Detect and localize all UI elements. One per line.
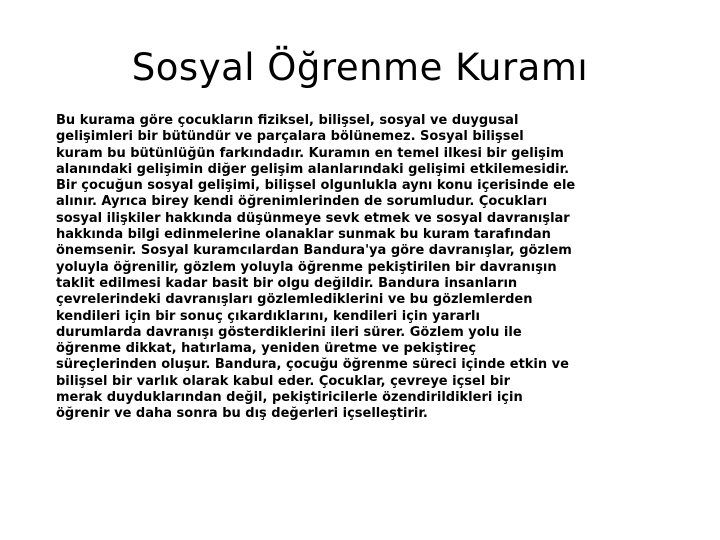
- body-line: alınır. Ayrıca birey kendi öğrenimlerinden de sorumludur. Çocukları: [56, 194, 548, 210]
- slide-body: [56, 113, 714, 423]
- body-line: önemsenir. Sosyal kuramcılardan Bandura'ya göre davranışlar, gözlem: [56, 243, 572, 259]
- body-line: Bu kurama göre çocukların fiziksel, bilişsel, sosyal ve duygusal: [56, 113, 519, 128]
- body-line: kuram bu bütünlüğün farkındadır. Kuramın en temel ilkesi bir gelişim: [56, 145, 564, 161]
- body-line: sosyal ilişkiler hakkında düşünmeye sevk etmek ve sosyal davranışlar: [56, 210, 570, 226]
- body-line: gelişimleri bir bütündür ve parçalara bölünemez. Sosyal bilişsel: [56, 129, 524, 145]
- slide-title: Sosyal Öğrenme Kuramı: [131, 46, 589, 89]
- body-line: bilişsel bir varlık olarak kabul eder. Çocuklar, çevreye içsel bir: [56, 373, 511, 389]
- body-line: alanındaki gelişimin diğer gelişim alanlarındaki gelişimi etkilemesidir.: [56, 161, 570, 177]
- body-line: kendileri için bir sonuç çıkardıklarını, kendileri için yararlı: [56, 308, 480, 324]
- body-line: öğrenme dikkat, hatırlama, yeniden üretme ve pekiştireç: [56, 341, 477, 357]
- body-line: Bir çocuğun sosyal gelişimi, bilişsel olgunlukla aynı konu içerisinde ele: [56, 178, 576, 194]
- body-line: süreçlerinden oluşur. Bandura, çocuğu öğrenme süreci içinde etkin ve: [56, 357, 569, 373]
- body-line: yoluyla öğrenilir, gözlem yoluyla öğrenme pekiştirilen bir davranışın: [56, 259, 557, 275]
- body-line: durumlarda davranışı gösterdiklerini ileri sürer. Gözlem yolu ile: [56, 324, 522, 340]
- body-line: çevrelerindeki davranışları gözlemlediklerini ve bu gözlemlerden: [56, 292, 533, 308]
- body-line: öğrenir ve daha sonra bu dış değerleri içselleştirir.: [56, 406, 428, 422]
- body-line: merak duyduklarından değil, pekiştiricilerle özendirildikleri için: [56, 390, 523, 406]
- body-line: hakkında bilgi edinmelerine olanaklar sunmak bu kuram tarafından: [56, 227, 551, 243]
- body-line: taklit edilmesi kadar basit bir olgu değildir. Bandura insanların: [56, 275, 518, 291]
